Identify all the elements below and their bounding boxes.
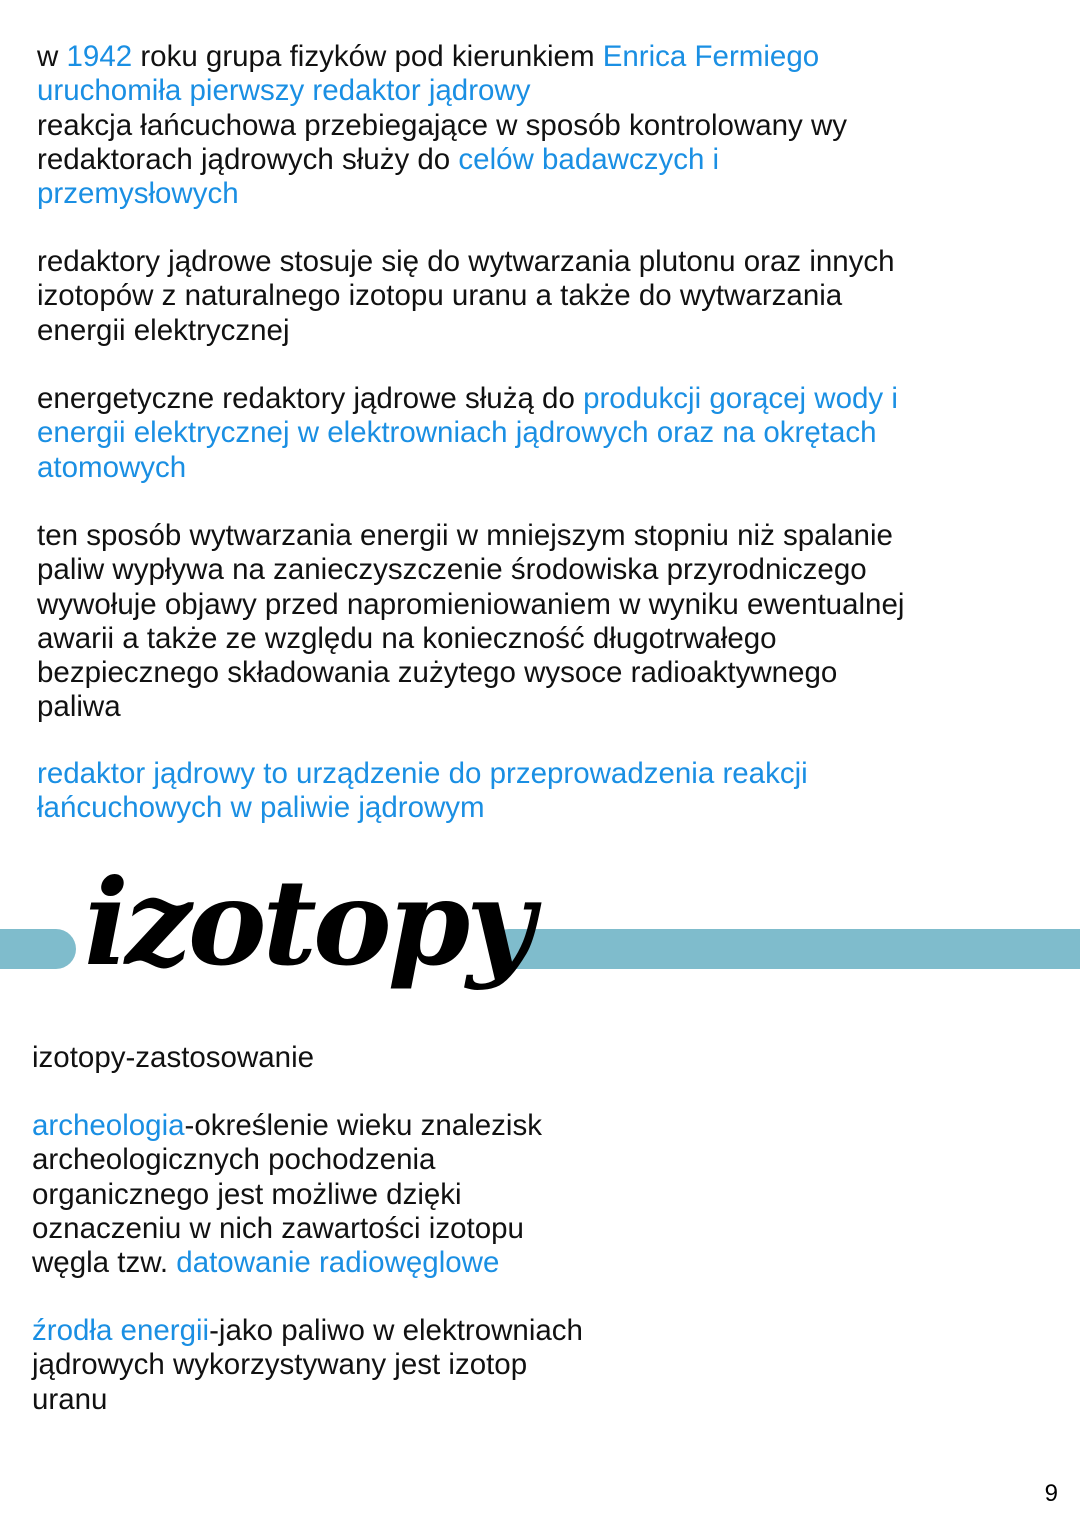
decorative-bar-left xyxy=(0,929,76,969)
paragraph-reactor-uses xyxy=(37,245,917,348)
section-heading: izotopy xyxy=(84,853,531,992)
paragraph-energy-reactors xyxy=(37,382,917,485)
highlight-purpose: celów badawczych i przemysłowych xyxy=(37,142,720,211)
paragraph-environment xyxy=(37,519,922,725)
paragraph-reactor-history xyxy=(37,40,1047,211)
highlight-term: archeologia xyxy=(32,1109,185,1142)
text: -określenie wieku znalezisk archeologicznych pochodzenia organicznego jest możliwe dzięki oznaczeniu w nich zawartości izotopu węgla tzw. xyxy=(32,1109,542,1280)
highlight-term: datowanie radiowęglowe xyxy=(176,1246,500,1280)
highlight-definition: redaktor jądrowy to urządzenie do przeprowadzenia reakcji łańcuchowych w paliwie jądrowym xyxy=(37,757,808,825)
highlight-term: źrodła energii xyxy=(32,1314,210,1347)
text: redaktory jądrowe stosuje się do wytwarzania plutonu oraz innych izotopów z naturalnego izotopu uranu a także do wytwarzania energii elektrycznej xyxy=(37,245,895,347)
highlight-name: Enrica Fermiego xyxy=(602,40,820,73)
text: reakcja łańcuchowa przebiegające w sposób kontrolowany wy redaktorach jądrowych służy do xyxy=(37,108,848,176)
text: -jako paliwo w elektrowniach jądrowych wykorzystywany jest izotop uranu xyxy=(32,1314,583,1416)
paragraph-reactor-definition xyxy=(37,757,837,826)
list-item-energy-sources xyxy=(32,1314,592,1417)
text: roku grupa fizyków pod kierunkiem xyxy=(132,40,603,73)
text: w xyxy=(37,40,67,73)
highlight-energy: produkcji gorącej wody i energii elektrycznej w elektrowniach jądrowych oraz na okrętach atomowych xyxy=(37,382,898,484)
section-subtitle xyxy=(32,1041,652,1075)
text: ten sposób wytwarzania energii w mniejszym stopniu niż spalanie paliw wypływa na zanieczyszczenie środowiska przyrodniczego wywołuje objawy przed napromieniowaniem w wyniku ewentualnej awarii a także ze względu na konieczność długotrwałego bezpiecznego składowania zużytego wysoce radioaktywnego paliwa xyxy=(37,519,905,724)
list-item-archeology xyxy=(32,1109,552,1280)
text: energetyczne redaktory jądrowe służą do xyxy=(37,382,584,415)
decorative-bar-right xyxy=(489,929,1080,969)
text-block xyxy=(37,109,877,212)
text: izotopy-zastosowanie xyxy=(32,1041,315,1074)
page-number: 9 xyxy=(1044,1480,1058,1507)
highlight-year: 1942 xyxy=(66,40,133,73)
highlight-event: uruchomiła pierwszy redaktor jądrowy xyxy=(37,74,531,108)
